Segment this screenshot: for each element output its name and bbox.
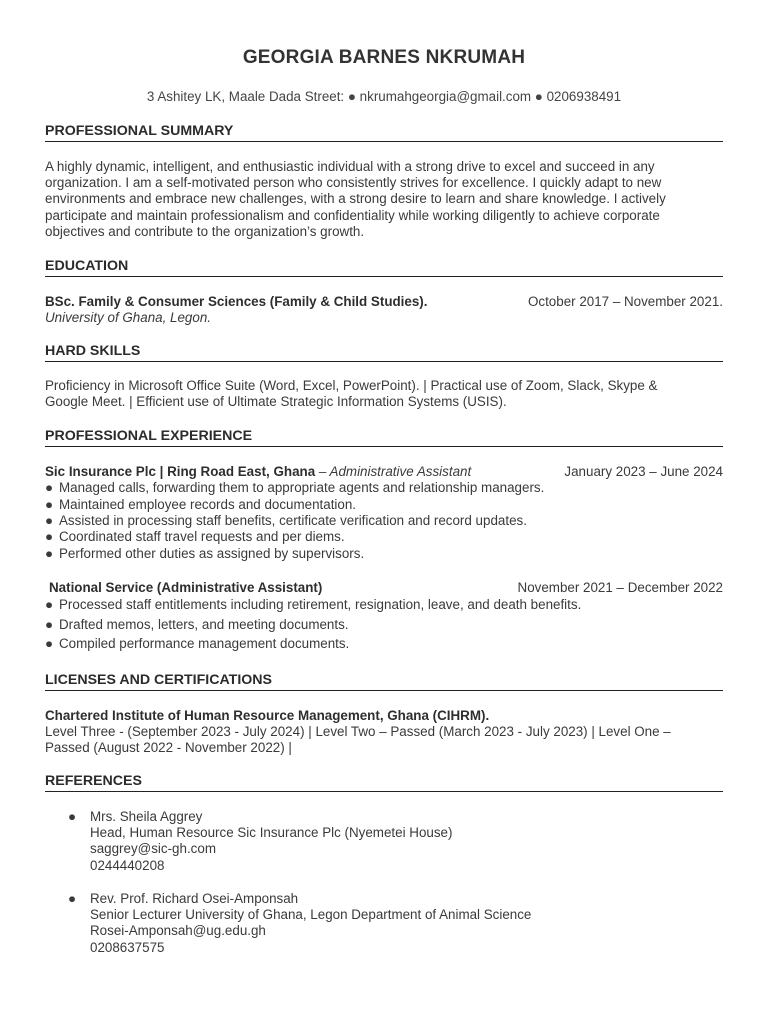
job-dates: November 2021 – December 2022 [517, 580, 723, 595]
license-title: Chartered Institute of Human Resource Management, Ghana (CIHRM). [45, 708, 490, 723]
skills-heading: HARD SKILLS [45, 342, 723, 362]
list-item [45, 529, 725, 545]
summary-text [45, 159, 725, 240]
duty-text: Maintained employee records and documentation. [59, 496, 357, 512]
duty-text: Assisted in processing staff benefits, certificate verification and record updates. [59, 512, 527, 528]
bullet-icon: ● [45, 529, 54, 545]
duty-text: Performed other duties as assigned by supervisors. [59, 545, 365, 561]
contact-line: 3 Ashitey LK, Maale Dada Street: ● nkrumahgeorgia@gmail.com ● 0206938491 [146, 89, 622, 104]
license-line: Passed (August 2022 - November 2022) | [45, 740, 292, 756]
reference-email: Rosei-Amponsah@ug.edu.gh [90, 923, 266, 939]
bullet-icon: ● [68, 809, 77, 824]
job-employer: Sic Insurance Plc | Ring Road East, Ghana [45, 464, 316, 479]
job-entry [49, 580, 725, 596]
reference-phone: 0208637575 [90, 939, 165, 955]
reference-position: Senior Lecturer University of Ghana, Legon Department of Animal Science [90, 907, 532, 923]
reference-position: Head, Human Resource Sic Insurance Plc (Nyemetei House) [90, 825, 453, 841]
job-entry [45, 464, 725, 562]
summary-line: organization. I am a self-motivated person who consistently strives for excellence. I quickly adapt to new [45, 175, 662, 191]
bullet-icon: ● [45, 512, 54, 528]
skills-line: Proficiency in Microsoft Office Suite (Word, Excel, PowerPoint). | Practical use of Zoom, Slack, Skype & [45, 378, 658, 393]
summary-heading: PROFESSIONAL SUMMARY [45, 122, 723, 142]
job-title-line [45, 464, 471, 480]
bullet-icon: ● [45, 616, 54, 632]
reference-phone: 0244440208 [90, 857, 165, 873]
bullet-icon: ● [68, 891, 77, 906]
list-item [45, 636, 725, 652]
license-line: Level Three - (September 2023 - July 2024) | Level Two – Passed (March 2023 - July 2023) | Level One – [45, 724, 671, 740]
reference-name: Mrs. Sheila Aggrey [90, 809, 203, 824]
degree-title: BSc. Family & Consumer Sciences (Family & Child Studies). [45, 294, 428, 309]
bullet-icon: ● [45, 480, 54, 496]
summary-line: environments and embrace new challenges, with a strong desire to learn and share knowledge. I actively [45, 191, 666, 207]
list-item [45, 617, 725, 637]
bullet-icon: ● [45, 597, 54, 612]
reference-email: saggrey@sic-gh.com [90, 841, 216, 857]
job-employer: National Service (Administrative Assistant) [49, 580, 323, 595]
reference-name: Rev. Prof. Richard Osei-Amponsah [90, 891, 299, 906]
job-role: – Administrative Assistant [315, 464, 472, 479]
job-dates: January 2023 – June 2024 [564, 464, 723, 479]
list-item [45, 480, 725, 496]
summary-line: participate and maintain professionalism and confidentiality while working diligently to achieve corporate [45, 207, 660, 223]
education-dates: October 2017 – November 2021. [527, 294, 723, 309]
license-entry [45, 708, 725, 757]
list-item [45, 597, 725, 617]
bullet-icon: ● [45, 545, 54, 561]
school-name: University of Ghana, Legon. [45, 310, 211, 326]
job-duties-list [45, 597, 725, 652]
job-duties-list [45, 480, 725, 562]
list-item [45, 546, 725, 562]
summary-line: A highly dynamic, intelligent, and enthusiastic individual with a strong drive to excel and succeed in any [45, 159, 655, 174]
duty-text: Processed staff entitlements including retirement, resignation, leave, and death benefits. [59, 597, 582, 612]
candidate-name: GEORGIA BARNES NKRUMAH [242, 47, 526, 68]
list-item [45, 497, 725, 513]
summary-line: objectives and contribute to the organization’s growth. [45, 223, 365, 239]
duty-text: Coordinated staff travel requests and per diems. [59, 529, 345, 545]
duty-text: Managed calls, forwarding them to appropriate agents and relationship managers. [59, 480, 545, 496]
duty-text: Compiled performance management documents. [59, 636, 350, 651]
bullet-icon: ● [45, 636, 54, 651]
references-heading: REFERENCES [45, 772, 723, 792]
education-entry [45, 294, 725, 326]
licenses-heading: LICENSES AND CERTIFICATIONS [45, 671, 723, 691]
education-heading: EDUCATION [45, 257, 723, 277]
experience-heading: PROFESSIONAL EXPERIENCE [45, 427, 723, 447]
list-item [45, 513, 725, 529]
duty-text: Drafted memos, letters, and meeting documents. [59, 616, 349, 632]
bullet-icon: ● [45, 496, 54, 512]
skills-line: Google Meet. | Efficient use of Ultimate Strategic Information Systems (USIS). [45, 394, 507, 410]
skills-text [45, 378, 725, 410]
